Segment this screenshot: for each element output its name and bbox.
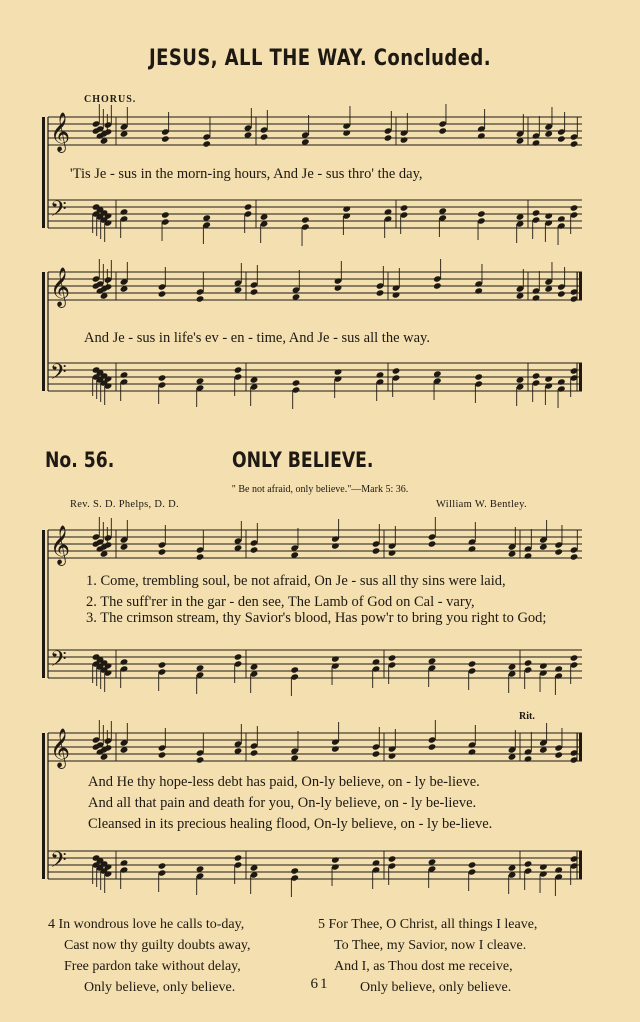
bass-clef: 𝄢	[50, 360, 67, 390]
note-head	[524, 552, 533, 559]
note-head	[400, 204, 409, 211]
note-head	[539, 662, 548, 669]
note-head	[570, 553, 579, 560]
note-head	[120, 208, 129, 215]
note-head	[474, 287, 483, 294]
hymn-number: No. 56.	[45, 448, 115, 472]
note-head	[477, 132, 486, 139]
note-head	[570, 654, 579, 661]
note-head	[158, 751, 167, 758]
stanza-line: To Thee, my Savior, now I cleave.	[334, 938, 527, 953]
page-title: JESUS, ALL THE WAY. Concluded.	[149, 46, 491, 71]
author-credit: Rev. S. D. Phelps, D. D.	[70, 499, 179, 510]
note-head	[372, 750, 381, 757]
note-head	[290, 867, 299, 874]
note-head	[557, 215, 566, 222]
note-head	[554, 751, 563, 758]
note-head	[331, 542, 340, 549]
note-head	[388, 855, 397, 862]
verse-lyric-line: 1. Come, trembling soul, be not afraid, On Je - sus all thy sins were laid,	[86, 573, 506, 589]
note-head	[250, 288, 259, 295]
treble-clef: 𝄞	[50, 112, 71, 152]
treble-clef: 𝄞	[50, 728, 71, 768]
final-barline	[579, 733, 582, 761]
note-head	[234, 366, 243, 373]
hymn-title: ONLY BELIEVE.	[232, 448, 374, 472]
note-head	[372, 859, 381, 866]
note-head	[557, 290, 566, 297]
note-head	[532, 294, 541, 301]
note-head	[331, 745, 340, 752]
note-head	[524, 755, 533, 762]
verse-lyric-line: And He thy hope-less debt has paid, On-ly believe, on - ly be-lieve.	[88, 774, 480, 790]
note-head	[532, 209, 541, 216]
note-head	[388, 752, 397, 759]
note-head	[428, 540, 437, 547]
verse-lyric-line: 2. The suff'rer in the gar - den see, The Lamb of God on Cal - vary,	[86, 594, 475, 610]
note-head	[392, 291, 401, 298]
note-head	[196, 756, 205, 763]
note-head	[376, 289, 385, 296]
note-head	[372, 547, 381, 554]
note-head	[468, 545, 477, 552]
note-head	[557, 378, 566, 385]
verse-lyric-line: Cleansed in its precious healing flood, On-ly believe, on - ly be-lieve.	[88, 816, 493, 832]
note-head	[524, 659, 533, 666]
note-head	[250, 749, 259, 756]
note-head	[342, 205, 351, 212]
note-head	[161, 211, 170, 218]
note-head	[468, 660, 477, 667]
note-head	[161, 135, 170, 142]
stanza-line: And I, as Thou dost me receive,	[334, 959, 513, 974]
system-bracket	[42, 272, 45, 391]
note-head	[196, 553, 205, 560]
bass-clef: 𝄢	[50, 848, 67, 878]
note-head	[400, 136, 409, 143]
note-head	[202, 140, 211, 147]
final-barline	[579, 851, 582, 879]
note-head	[384, 134, 393, 141]
note-head	[120, 859, 129, 866]
note-head	[433, 282, 442, 289]
stanza-line: Free pardon take without delay,	[64, 959, 241, 974]
note-head	[334, 368, 343, 375]
note-head	[557, 135, 566, 142]
note-head	[342, 129, 351, 136]
note-head	[250, 546, 259, 553]
chorus-label: CHORUS.	[84, 94, 137, 105]
note-head	[554, 866, 563, 873]
chorus-lyric-line: And Je - sus in life's ev - en - time, And Je - sus all the way.	[84, 330, 430, 346]
treble-clef: 𝄞	[50, 525, 71, 565]
note-head	[438, 127, 447, 134]
note-head	[158, 862, 167, 869]
note-head	[331, 655, 340, 662]
note-head	[334, 284, 343, 291]
note-head	[244, 203, 253, 210]
note-head	[234, 653, 243, 660]
composer-credit: William W. Bentley.	[436, 499, 527, 510]
note-head	[468, 861, 477, 868]
system-bracket	[42, 117, 45, 228]
tempo-marking: Rit.	[519, 711, 535, 722]
bass-clef: 𝄢	[50, 647, 67, 677]
note-head	[372, 658, 381, 665]
note-head	[384, 208, 393, 215]
note-head	[570, 140, 579, 147]
treble-clef: 𝄞	[50, 267, 71, 307]
note-head	[524, 860, 533, 867]
note-head	[301, 216, 310, 223]
stanza-line: 4 In wondrous love he calls to-day,	[48, 917, 245, 932]
final-barline	[579, 272, 582, 300]
note-head	[570, 204, 579, 211]
note-head	[468, 748, 477, 755]
note-head	[532, 372, 541, 379]
stanza-line: 5 For Thee, O Christ, all things I leave,	[318, 917, 538, 932]
note-head	[234, 854, 243, 861]
stanza-line: Only believe, only believe.	[360, 980, 512, 995]
note-head	[388, 654, 397, 661]
note-head	[554, 548, 563, 555]
bass-clef: 𝄢	[50, 197, 67, 227]
chorus-lyric-line: 'Tis Je - sus in the morn-ing hours, And Je - sus thro' the day,	[70, 166, 423, 182]
note-head	[544, 212, 553, 219]
note-head	[120, 371, 129, 378]
page-number: 61	[310, 976, 330, 992]
note-head	[158, 661, 167, 668]
note-head	[477, 210, 486, 217]
note-head	[532, 139, 541, 146]
stanza-line: Cast now thy guilty doubts away,	[64, 938, 251, 953]
note-head	[260, 133, 269, 140]
note-head	[290, 666, 299, 673]
scripture-reference: " Be not afraid, only believe."—Mark 5: 36.	[231, 484, 409, 495]
note-head	[292, 379, 301, 386]
note-head	[331, 856, 340, 863]
verse-lyric-line: And all that pain and death for you, On-ly believe, on - ly be-lieve.	[88, 795, 477, 811]
note-head	[544, 375, 553, 382]
note-head	[158, 374, 167, 381]
note-head	[120, 658, 129, 665]
note-head	[376, 371, 385, 378]
system-bracket	[42, 530, 45, 678]
note-head	[392, 367, 401, 374]
note-head	[158, 548, 167, 555]
note-head	[554, 665, 563, 672]
note-head	[158, 290, 167, 297]
verse-lyric-line: 3. The crimson stream, thy Savior's blood, Has pow'r to bring you right to God;	[86, 610, 547, 626]
note-head	[196, 295, 205, 302]
system-bracket	[42, 733, 45, 879]
note-head	[388, 549, 397, 556]
final-barline	[579, 363, 582, 391]
stanza-line: Only believe, only believe.	[84, 980, 236, 995]
note-head	[428, 743, 437, 750]
note-head	[539, 863, 548, 870]
note-head	[474, 373, 483, 380]
